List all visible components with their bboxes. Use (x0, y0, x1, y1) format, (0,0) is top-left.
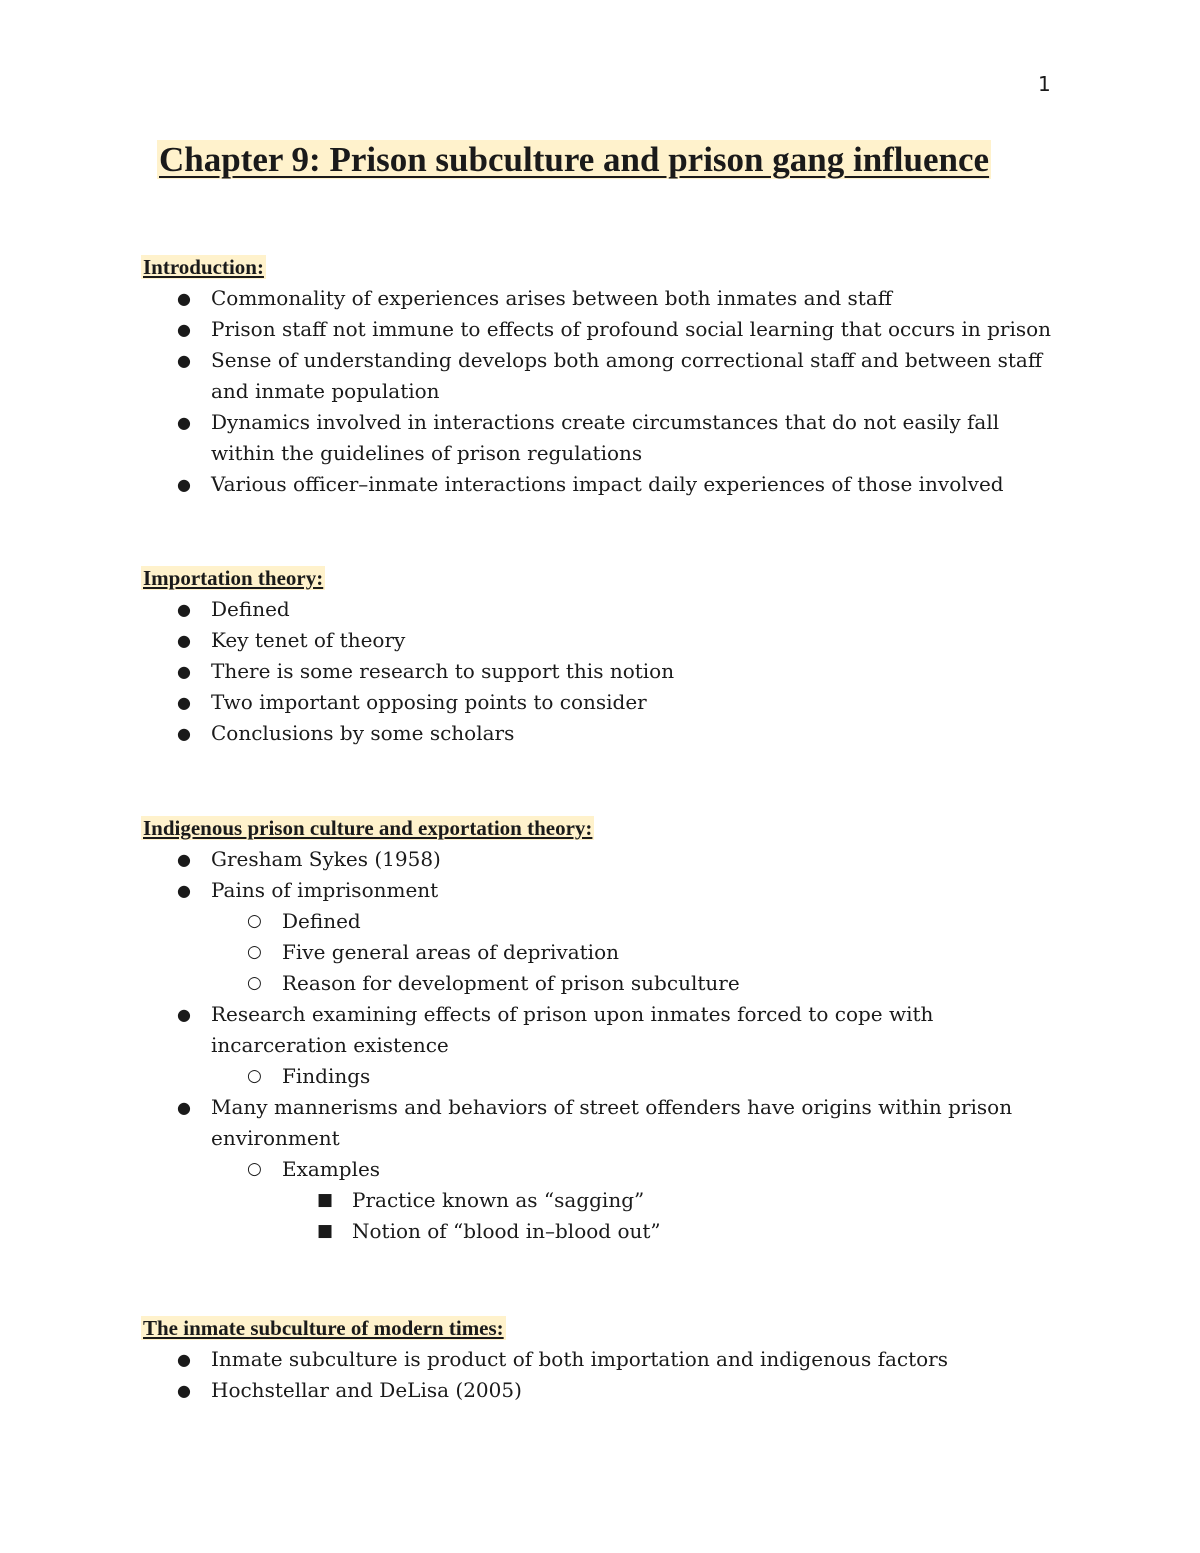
bullet-text: Hochstellar and DeLisa (2005) (211, 1378, 522, 1402)
bullet-item-level-1 (141, 625, 1061, 656)
bullet-text: Sense of understanding develops both among correctional staff and between staff and inmate population (211, 348, 1043, 403)
bullet-item-level-3 (141, 1216, 1061, 1247)
bullet-icon: ● (177, 881, 191, 900)
section-heading (141, 813, 1061, 844)
bullet-item-level-1 (141, 283, 1061, 314)
bullet-icon: ○ (247, 1066, 262, 1086)
bullet-list (141, 594, 1061, 749)
bullet-text: Five general areas of deprivation (282, 940, 620, 964)
bullet-item-level-2 (141, 1061, 1061, 1092)
bullet-icon: ● (177, 600, 191, 619)
bullet-text: Defined (211, 597, 290, 621)
bullet-item-level-3 (141, 1185, 1061, 1216)
bullet-icon: ■ (317, 1221, 334, 1241)
bullet-item-level-1 (141, 469, 1061, 500)
bullet-list (141, 1344, 1061, 1406)
bullet-icon: ○ (247, 911, 262, 931)
bullet-text: Key tenet of theory (211, 628, 406, 652)
bullet-text: Examples (282, 1157, 381, 1181)
page-number: 1 (1038, 72, 1051, 96)
bullet-text: Many mannerisms and behaviors of street offenders have origins within prison environment (211, 1095, 1013, 1150)
bullet-icon: ○ (247, 942, 262, 962)
bullet-icon: ● (177, 1381, 191, 1400)
bullet-icon: ● (177, 320, 191, 339)
bullet-text: There is some research to support this notion (211, 659, 675, 683)
bullet-list (141, 844, 1061, 1247)
bullet-item-level-1 (141, 999, 1061, 1061)
bullet-text: Various officer–inmate interactions impact daily experiences of those involved (211, 472, 1004, 496)
bullet-item-level-2 (141, 906, 1061, 937)
bullet-text: Reason for development of prison subculture (282, 971, 740, 995)
bullet-icon: ■ (317, 1190, 334, 1210)
bullet-icon: ● (177, 475, 191, 494)
bullet-text: Two important opposing points to consider (211, 690, 647, 714)
bullet-item-level-1 (141, 314, 1061, 345)
page-title (157, 139, 991, 181)
page-title-text: Chapter 9: Prison subculture and prison gang influence (159, 140, 990, 179)
bullet-item-level-2 (141, 968, 1061, 999)
bullet-icon: ○ (247, 1159, 262, 1179)
bullet-text: Dynamics involved in interactions create circumstances that do not easily fall within the guidelines of prison regulations (211, 410, 1000, 465)
bullet-item-level-1 (141, 345, 1061, 407)
bullet-item-level-1 (141, 718, 1061, 749)
section-heading (141, 563, 1061, 594)
section-introduction (141, 252, 1061, 500)
bullet-text: Notion of “blood in–blood out” (352, 1219, 661, 1243)
bullet-text: Findings (282, 1064, 371, 1088)
section-importation-theory (141, 563, 1061, 749)
bullet-text: Practice known as “sagging” (352, 1188, 645, 1212)
section-heading-text: The inmate subculture of modern times: (143, 1316, 504, 1340)
bullet-text: Pains of imprisonment (211, 878, 439, 902)
section-indigenous-prison-culture (141, 813, 1061, 1247)
bullet-list (141, 283, 1061, 500)
bullet-text: Inmate subculture is product of both importation and indigenous factors (211, 1347, 948, 1371)
bullet-item-level-1 (141, 1092, 1061, 1154)
bullet-item-level-1 (141, 844, 1061, 875)
bullet-text: Prison staff not immune to effects of profound social learning that occurs in prison (211, 317, 1052, 341)
bullet-item-level-1 (141, 594, 1061, 625)
bullet-icon: ● (177, 1350, 191, 1369)
bullet-icon: ● (177, 413, 191, 432)
bullet-text: Defined (282, 909, 361, 933)
bullet-text: Conclusions by some scholars (211, 721, 515, 745)
section-heading (141, 1313, 1061, 1344)
bullet-item-level-2 (141, 937, 1061, 968)
bullet-item-level-1 (141, 1344, 1061, 1375)
bullet-text: Gresham Sykes (1958) (211, 847, 441, 871)
bullet-icon: ● (177, 289, 191, 308)
bullet-item-level-1 (141, 875, 1061, 906)
bullet-text: Research examining effects of prison upon inmates forced to cope with incarceration existence (211, 1002, 934, 1057)
bullet-icon: ● (177, 631, 191, 650)
bullet-icon: ● (177, 351, 191, 370)
bullet-item-level-1 (141, 1375, 1061, 1406)
section-heading (141, 252, 1061, 283)
bullet-icon: ● (177, 662, 191, 681)
section-heading-text: Introduction: (143, 255, 264, 279)
bullet-item-level-1 (141, 407, 1061, 469)
bullet-item-level-2 (141, 1154, 1061, 1185)
bullet-icon: ● (177, 1098, 191, 1117)
section-heading-text: Indigenous prison culture and exportation theory: (143, 816, 593, 840)
bullet-icon: ● (177, 724, 191, 743)
bullet-text: Commonality of experiences arises between both inmates and staff (211, 286, 892, 310)
bullet-item-level-1 (141, 687, 1061, 718)
section-inmate-subculture-modern (141, 1313, 1061, 1406)
bullet-item-level-1 (141, 656, 1061, 687)
bullet-icon: ● (177, 850, 191, 869)
bullet-icon: ○ (247, 973, 262, 993)
bullet-icon: ● (177, 693, 191, 712)
bullet-icon: ● (177, 1005, 191, 1024)
section-heading-text: Importation theory: (143, 566, 324, 590)
